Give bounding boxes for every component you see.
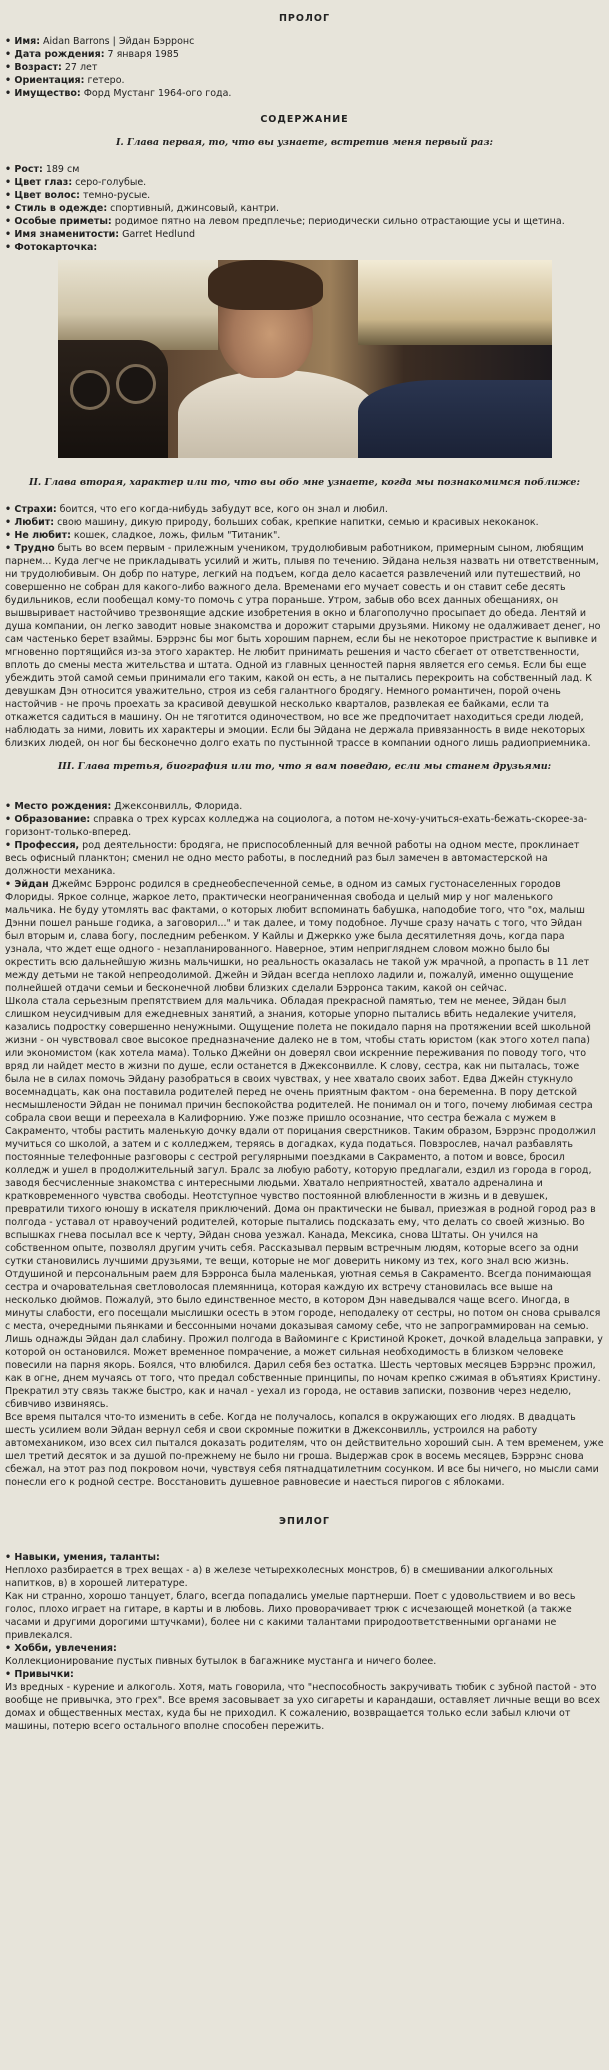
dashboard-dial — [116, 364, 156, 404]
list-item: • Любит: свою машину, дикую природу, больших собак, крепкие напитки, семью и красивых некоканок. — [5, 517, 539, 528]
list-item: • Трудно быть во всем первым - прилежным учеником, трудолюбивым работником, примерным сыном, любящим парнем... Куда легче не прикладывать усилий и жить, плывя по течению. Эйдана нельзя назвать ни ответственным, ни трудолюбивым. Он добр по натуре, легкий на подъем, когда дело касается развлечений или путешествий, но совершенно не собран для какого-либо важного дела. Временами его мучает совесть и он ставит себе десять будильников, если пообещал кому-то помочь с утра пораньше. Утром, забыв обо всех данных обещаниях, он вышвыривает настойчиво трезвонящие адские изобретения в окно и благополучно просыпает до обеда. Лентяй и душа компании, он легко заводит новые знакомства и дорожит старыми друзьями. Никому не одалживает денег, но сам частенько берет взаймы. Бэррэнс бы мог быть хорошим парнем, если бы не некоторое пристрастие к выпивке и мгновенно портящийся из-за этого характер. Не любит принимать решения и часто сбегает от ответственности, вплоть до смены места жительства и штата. Одной из главных ценностей парня является его семья. Если бы еще убеждить этой самой семьи принимали его таким, какой он есть, а не пытались перекроить на собственный лад. К девушкам Дэн относится уважительно, строя из себя галантного бродягу. Немного романтичен, порой очень настойчив - не прочь проехать за красивой девушкой несколько кварталов, развлекая ее байками, если та откажется садиться в машину. Он не тяготится одиночеством, но все же предпочитает находиться среди людей, наблюдать за ними, ловить их характеры и эмоции. Если бы Эйдана не держала привязанность в виде некоторых близких людей, он ног бы бесконечно долго ехать по пустынной трассе в компании одного лишь радиоприемника. — [5, 543, 601, 749]
person-hair — [208, 260, 323, 310]
chapter-1-title: I. Глава первая, то, что вы узнаете, встретив меня первый раз: — [115, 137, 494, 148]
paragraph: Неплохо разбирается в трех вещах - а) в железе четырехколесных монстров, б) в смешивании алкогольных напитков, в) в хорошей литературе. — [5, 1565, 554, 1589]
chapter-3-list — [5, 800, 604, 1489]
car-window-right — [358, 260, 552, 345]
list-item: • Рост: 189 см — [5, 164, 80, 175]
epilogue-list — [5, 1551, 604, 1733]
prologue-list — [5, 35, 604, 100]
paragraph: Отдушиной и персональным раем для Бэрронса была маленькая, уютная семья в Сакраменто. Всегда понимающая сестра и очаровательная светловолосая племянница, которая каждую их встречу становилась все выше на несколько дюймов. Пожалуй, это было единственное место, в котором Дэн наведывался чаще всего. Иногда, в минуты слабости, его посещали мыслишки осесть в этом городе, неподалеку от сестры, но потом он снова срывался с места, очередными пьянками и бессонными ночами доказывая самому себе, что не запрограммирован на семью. Лишь однажды Эйдан дал слабину. Прожил полгода в Вайоминге с Кристиной Крокет, дочкой владельца заправки, у которой он остановился. Может временное помрачение, а может сильная необходимость в близком человеке повесили на парня якорь. Боялся, что влюбился. Дарил себя без остатка. Шесть чертовых месяцев Бэррэнс прожил, как в огне, днем мучаясь от того, что предал собственные принципы, по ночам крепко сжимая в объятиях Кристину. Прекратил эту связь также быстро, как и начал - уехал из города, не оставив записки, позвонив через неделю, сбивчиво извиняясь. — [5, 1269, 603, 1410]
list-item: • Дата рождения: 7 января 1985 — [5, 49, 179, 60]
chapter-2-list — [5, 503, 604, 750]
prologue-title: ПРОЛОГ — [278, 13, 330, 24]
list-item: • Особые приметы: родимое пятно на левом предплечье; периодически сильно отрастающие усы и щетина. — [5, 216, 565, 227]
epilogue-title: ЭПИЛОГ — [279, 1516, 330, 1527]
portrait-photo — [58, 260, 552, 458]
dashboard-dial — [70, 370, 110, 410]
paragraph: Коллекционирование пустых пивных бутылок в багажнике мустанга и ничего более. — [5, 1656, 437, 1667]
list-item: • Не любит: кошек, сладкое, ложь, фильм "Титаник". — [5, 530, 281, 541]
photo-card — [5, 260, 604, 462]
chapter-3-title: III. Глава третья, биография или то, что я вам поведаю, если мы станем друзьями: — [57, 761, 552, 772]
paragraph: Как ни странно, хорошо танцует, благо, всегда попадались умелые партнерши. Поет с удовольствием и во весь голос, плохо играет на гитаре, в карты и в любовь. Лихо проворачивает трюк с исчезающей монеткой (а также часами и другими дорогими штучками), более ни с какими талантами природоответственными органами не привлекался. — [5, 1591, 576, 1641]
list-item: • Ориентация: гетеро. — [5, 75, 125, 86]
chapter-2-title: II. Глава вторая, характер или то, что вы обо мне узнаете, когда мы познакомимся поближе: — [29, 477, 580, 488]
list-item: • Образование: справка о трех курсах колледжа на социолога, а потом не-хочу-учиться-ехать-бежать-скорее-за-горизонт-только-вперед. — [5, 814, 588, 838]
list-item: • Хобби, увлечения: — [5, 1643, 117, 1654]
list-item: • Страхи: боится, что его когда-нибудь забудут все, кого он знал и любил. — [5, 504, 388, 515]
list-item: • Эйдан Джеймс Бэрронс родился в среднеобеспеченной семье, в одном из самых густонаселенных городов Флориды. Яркое солнце, жаркое лето, практически неограниченная свобода и целый мир у ног маленького мальчика. Не буду утомлять вас фактами, о которых любит вспоминать бабушка, наподобие того, что "ох, малыш Дэнни пошел раньше годика, а заговорил..." и так далее, и тому подобное. Лучше сразу начать с того, что Эйдан был вторым и, слава богу, последним ребенком. У Кайлы и Джеркко уже была десятилетняя дочь, когда пара узнала, что ждет еще одного - незапланированного. Наверное, этим непригляднем словом можно было бы окрестить всю дальнейшую жизнь мальчишки, но реальность оказалась не такой уж мрачной, а пропасть в 11 лет между детьми не такой непреодолимой. Джейн и Эйдан всегда неплохо ладили и, пожалуй, именно ощущение полнейшей отдачи семьи и бесконечной любви близких сделали Бэрронса таким, какой он сейчас. — [5, 879, 590, 994]
list-item: • Профессия, род деятельности: бродяга, не приспособленный для вечной работы на одном месте, проклинает весь офисный планктон; сменил не одно место работы, в последний раз был замечен в автомастерской на должности механика. — [5, 840, 580, 877]
car-window-left — [58, 260, 218, 350]
list-item: • Имущество: Форд Мустанг 1964-ого года. — [5, 88, 232, 99]
contents-title: СОДЕРЖАНИЕ — [260, 114, 349, 125]
list-item: • Цвет глаз: серо-голубые. — [5, 177, 147, 188]
list-item: • Привычки: — [5, 1669, 74, 1680]
list-item: • Место рождения: Джексонвилль, Флорида. — [5, 801, 243, 812]
list-item: • Имя: Aidan Barrons | Эйдан Бэрронс — [5, 36, 195, 47]
paragraph: Из вредных - курение и алкоголь. Хотя, мать говорила, что "неспособность закручивать тюбик с зубной пастой - это вообще не привычка, это грех". Все время засовывает за ухо сигареты и карандаши, оставляет личные вещи во всех домах и общественных местах, куда бы не приходил. К сожалению, возвращается только если забыл ключи от машины, потерю всего остального вполне способен пережить. — [5, 1682, 601, 1732]
paragraph: Школа стала серьезным препятствием для мальчика. Обладая прекрасной памятью, тем не менее, Эйдан был слишком неусидчивым для ежедневных занятий, а знания, которые упорно пытались вбить недалекие учителя, казались подростку совершенно ненужными. Ощущение полета не покидало парня на протяжении всей школьной жизни - он чувствовал свое высокое предназначение далеко не в том, чтобы стать юристом (как этого хотел папа) или экономистом (как хотела мама). Только Джейни он доверял свои искренние переживания по поводу того, что вряд ли найдет место в жизни по душе, если останется в Джексонвилле. К слову, сестра, как ни пыталась, тоже была не в силах помочь Эйдану разобраться в своих чувствах, у нее хватало своих забот. Едва Джейн стукнуло восемнадцать, как она поставила родителей перед не очень приятным фактом - она беременна. В пору детской несмышлености Эйдан не понимал причин беспокойства родителей. Не понимал он и того, почему любимая сестра собрала свои вещи и переехала в Калифорнию. Уже позже пришло осознание, что сестра бежала с мужем в Сакраменто, чтобы растить маленькую дочку вдали от порицания сверстников. Таким образом, Бэррэнс продолжил мучиться со школой, а затем и с колледжем, теряясь в догадках, куда податься. Повзрослев, начал разбавлять постоянные телефонные разговоры с сестрой регулярными поездками в Сакраменто, а потом и вовсе, бросил колледж и ушел в продолжительный загул. Бралс за любую работу, которую предлагали, ездил из города в город, заводя бесчисленные знакомства с интересными людьми. Хватало неприятностей, хватало адреналина и кратковременного чувства свободы. Неотступное чувство постоянной влюбленности в жизнь и в девушек, превратили тихого юношу в искателя приключений. Дома он практически не бывал, приезжая в родной город раз в полгода - уставал от нравоучений родителей, которые пытались подсказать ему, что делать со своей жизнью. Во вспышках гнева посылал все к черту, Эйдан снова уезжал. Канада, Мексика, снова Штаты. Он учился на собственном опыте, позволял другим учить себя. Рассказывал первым встречным людям, которые всего за одни сутки становились лучшими друзьями, те вещи, которые не мог доверить никому из тех, кого знал всю жизнь. — [5, 996, 596, 1267]
person-arm — [358, 380, 552, 458]
list-item: • Стиль в одежде: спортивный, джинсовый, кантри. — [5, 203, 280, 214]
chapter-1-list — [5, 163, 604, 254]
list-item: • Фотокарточка: — [5, 242, 98, 253]
list-item: • Возраст: 27 лет — [5, 62, 98, 73]
paragraph: Все время пытался что-то изменить в себе. Когда не получалось, копался в окружающих его людях. В двадцать шесть усилием воли Эйдан вернул себя и свои скромные пожитки в Джексонвилль, устроился на работу автомехаником, изо всех сил пытался доказать родителям, что он действительно хороший сын. А тем временем, уже шел третий десяток и за душой по-прежнему не было ни гроша. Выдержав срок в восемь месяцев, Бэррэнс снова сбежал, на этот раз под покровом ночи, чувствуя себя пятнадцатилетним сосунком. И все бы ничего, но мысли сами понесли его к родной сестре. Восстановить душевное равновесие и наесться пирогов с яблоками. — [5, 1412, 604, 1488]
person-shirt — [178, 370, 378, 458]
list-item: • Цвет волос: темно-русые. — [5, 190, 151, 201]
list-item: • Имя знаменитости: Garret Hedlund — [5, 229, 196, 240]
list-item: • Навыки, умения, таланты: — [5, 1552, 160, 1563]
